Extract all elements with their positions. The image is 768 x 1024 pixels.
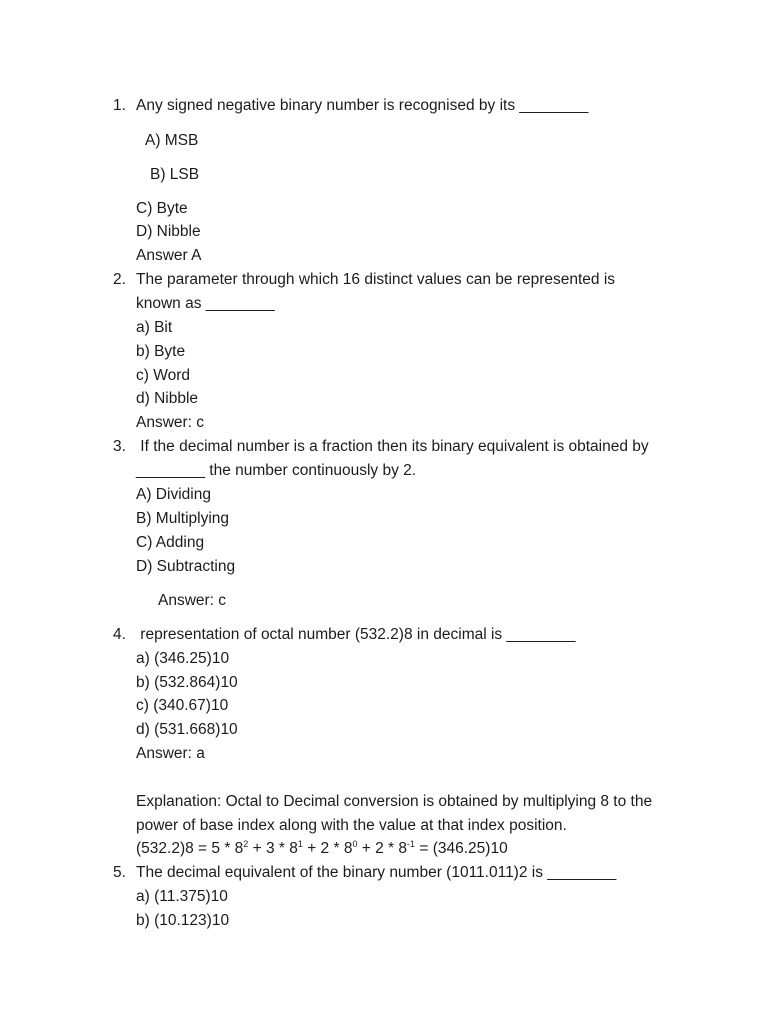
- explanation-line-2: power of base index along with the value at that index position.: [136, 817, 567, 834]
- question-4-option-c: c) (340.67)10: [136, 697, 229, 714]
- question-2-text-line-1: The parameter through which 16 distinct values can be represented is: [136, 271, 616, 288]
- question-1-number: 1.: [113, 97, 126, 114]
- question-4-option-a: a) (346.25)10: [136, 650, 230, 667]
- question-3-text-line-2: ________ the number continuously by 2.: [136, 462, 417, 479]
- question-1-option-a: A) MSB: [145, 132, 199, 149]
- question-1-option-b: B) LSB: [150, 166, 200, 183]
- question-3-answer: Answer: c: [158, 592, 227, 609]
- explanation-line-1: Explanation: Octal to Decimal conversion is obtained by multiplying 8 to the: [136, 793, 653, 810]
- question-3-option-b: B) Multiplying: [136, 510, 230, 527]
- question-3-text-line-1: If the decimal number is a fraction then its binary equivalent is obtained by: [136, 438, 649, 455]
- question-3-number: 3.: [113, 438, 126, 455]
- question-3-option-d: D) Subtracting: [136, 558, 236, 575]
- question-1-option-c: C) Byte: [136, 200, 188, 217]
- question-3-option-c: C) Adding: [136, 534, 205, 551]
- question-5-number: 5.: [113, 864, 126, 881]
- question-4-text: representation of octal number (532.2)8 in decimal is ________: [136, 626, 576, 643]
- question-5-option-b: b) (10.123)10: [136, 912, 230, 929]
- question-3-option-a: A) Dividing: [136, 486, 211, 503]
- explanation-formula: $(532.2)8 = 5 * 8^2 + 3 * 8^1 + 2 * 8^0 + 2 * 8^{-1} = (346.25)10$: [136, 839, 508, 857]
- question-2-text-line-2: known as ________: [136, 295, 275, 312]
- question-1-text: Any signed negative binary number is recognised by its ________: [136, 97, 589, 114]
- question-4-number: 4.: [113, 626, 126, 643]
- question-4-answer: Answer: a: [136, 745, 205, 762]
- question-2-answer: Answer: c: [136, 414, 205, 431]
- question-2-option-d: d) Nibble: [136, 390, 199, 407]
- question-2-option-a: a) Bit: [136, 319, 173, 336]
- question-1-answer: Answer A: [136, 247, 202, 264]
- question-5-option-a: a) (11.375)10: [136, 888, 228, 905]
- question-5-text: The decimal equivalent of the binary number (1011.011)2 is ________: [136, 864, 617, 881]
- question-4-option-b: b) (532.864)10: [136, 674, 238, 691]
- question-2-number: 2.: [113, 271, 126, 288]
- question-2-option-c: c) Word: [136, 367, 190, 384]
- question-1-option-d: D) Nibble: [136, 223, 201, 240]
- question-4-option-d: d) (531.668)10: [136, 721, 238, 738]
- question-2-option-b: b) Byte: [136, 343, 186, 360]
